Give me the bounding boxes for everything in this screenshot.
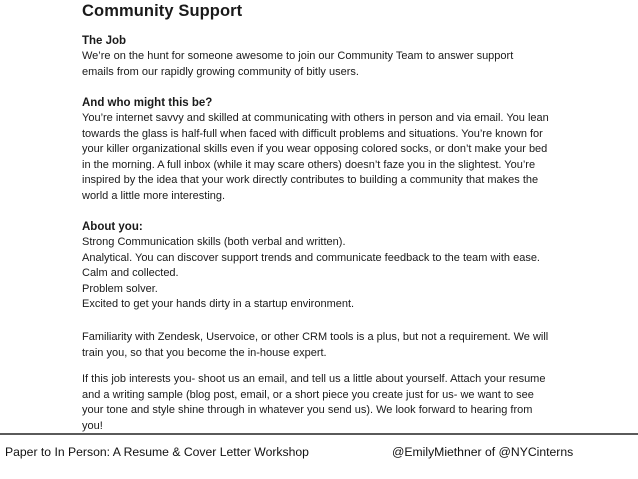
text-line: and a writing sample (blog post, email, or a short piece you create just for us- we want to see xyxy=(82,388,534,401)
text-line: Calm and collected. xyxy=(82,267,179,280)
section-who-might-this-be xyxy=(82,96,638,205)
document-title: Community Support xyxy=(82,2,243,20)
section-body xyxy=(82,330,638,361)
text-line: you! xyxy=(82,419,103,432)
section-body xyxy=(82,372,638,434)
text-line: Excited to get your hands dirty in a startup environment. xyxy=(82,298,355,311)
section-familiarity xyxy=(82,330,638,361)
text-line: If this job interests you- shoot us an email, and tell us a little about yourself. Attach your resume xyxy=(82,373,546,385)
text-line: Analytical. You can discover support trends and communicate feedback to the team with ease. xyxy=(82,251,540,264)
section-body xyxy=(82,49,638,80)
section-body xyxy=(82,235,638,313)
text-line: Problem solver. xyxy=(82,282,158,295)
text-line: your tone and style shine through in whatever you send us). We look forward to hearing from xyxy=(82,404,533,417)
section-body xyxy=(82,111,638,205)
section-about-you xyxy=(82,220,638,313)
presenter-handle: @EmilyMiethner of @NYCinterns xyxy=(392,445,574,459)
text-line: world a little more interesting. xyxy=(82,189,226,202)
text-line: inspired by the idea that your work directly contributes to building a community that makes the xyxy=(82,174,539,187)
text-line: towards the glass is half-full when faced with difficult problems and situations. You’re known for xyxy=(82,127,543,140)
text-line: your killer organizational skills even if you wear opposing colored socks, or don’t make your bed xyxy=(82,143,548,156)
section-heading: About you: xyxy=(82,221,143,233)
text-line: You’re internet savvy and skilled at communicating with others in person and via email. You lean xyxy=(82,112,549,124)
section-heading: The Job xyxy=(82,35,127,47)
section-the-job xyxy=(82,34,638,80)
text-line: emails from our rapidly growing community of bitly users. xyxy=(82,65,359,78)
text-line: Familiarity with Zendesk, Uservoice, or other CRM tools is a plus, but not a requirement. We will xyxy=(82,331,549,343)
workshop-title: Paper to In Person: A Resume & Cover Letter Workshop xyxy=(5,445,309,459)
text-line: Strong Communication skills (both verbal and written). xyxy=(82,236,346,248)
text-line: We’re on the hunt for someone awesome to join our Community Team to answer support xyxy=(82,50,514,62)
section-heading: And who might this be? xyxy=(82,97,213,109)
section-apply xyxy=(82,372,638,434)
text-line: in the morning. A full inbox (while it may scare others) doesn’t faze you in the slightest. You’re xyxy=(82,158,536,171)
footer-divider xyxy=(0,433,638,435)
text-line: train you, so that you become the in-house expert. xyxy=(82,346,327,359)
